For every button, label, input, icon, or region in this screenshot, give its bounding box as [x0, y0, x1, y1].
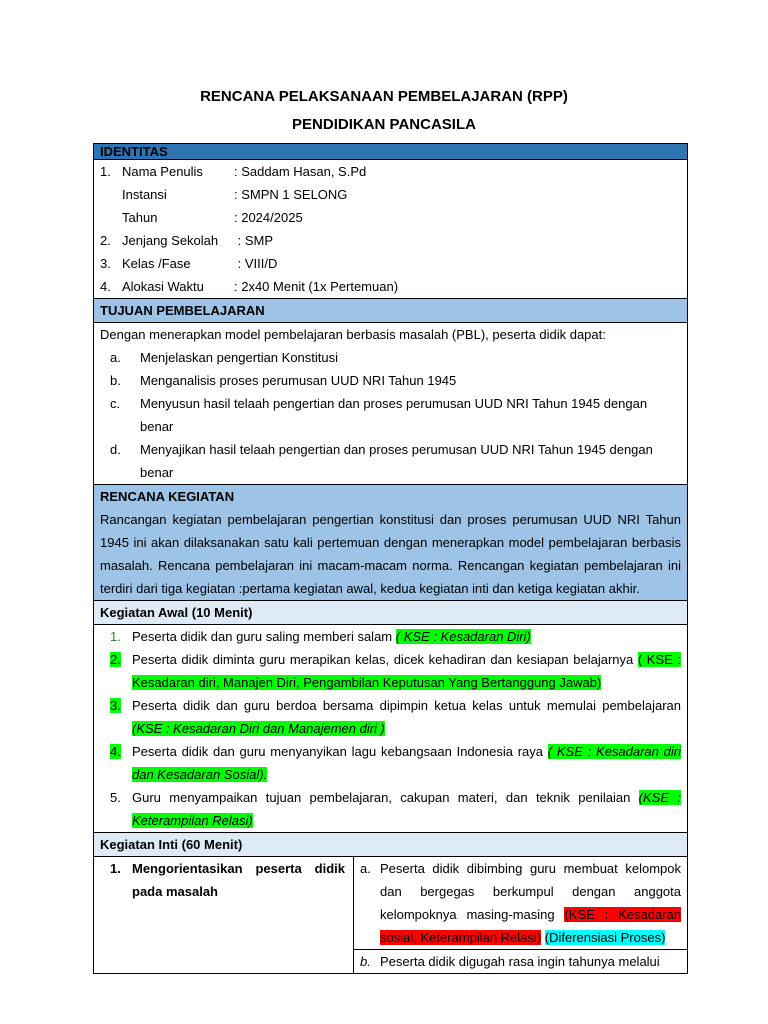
identitas-item: 4. Alokasi Waktu : 2x40 Menit (1x Pertemuan)	[100, 279, 399, 294]
identitas-item: 2. Jenjang Sekolah : SMP	[100, 233, 274, 248]
list-item: 3. Peserta didik dan guru berdoa bersama dipimpin ketua kelas untuk memulai pembelajaran (KSE : Kesadaran Diri dan Manajemen diri )	[110, 698, 681, 736]
identitas-item: 3. Kelas /Fase : VIII/D	[100, 256, 278, 271]
identitas-item: Instansi : SMPN 1 SELONG	[122, 187, 348, 202]
rpp-table	[93, 143, 688, 974]
identitas-item: Tahun : 2024/2025	[122, 210, 303, 225]
inti-header: Kegiatan Inti (60 Menit)	[94, 833, 688, 857]
rencana-header: RENCANA KEGIATAN	[100, 489, 235, 504]
list-item: c. Menyusun hasil telaah pengertian dan proses perumusan UUD NRI Tahun 1945 dengan benar	[110, 396, 648, 434]
awal-header: Kegiatan Awal (10 Menit)	[94, 601, 688, 625]
list-item: a. Peserta didik dibimbing guru membuat kelompok dan bergegas berkumpul dengan anggota kelompoknya masing-masing (KSE : Kesadaran sosial, Keterampilan Relasi) (Diferensiasi Proses)	[354, 857, 687, 950]
list-item: 4. Peserta didik dan guru menyanyikan lagu kebangsaan Indonesia raya ( KSE : Kesadaran diri dan Kesadaran Sosial).	[110, 744, 681, 782]
tujuan-body	[94, 323, 688, 485]
identitas-header: IDENTITAS	[94, 144, 688, 160]
list-item: 1. Peserta didik dan guru saling memberi salam ( KSE : Kesadaran Diri)	[110, 629, 531, 644]
awal-body	[94, 625, 688, 833]
list-item: 5. Guru menyampaikan tujuan pembelajaran, cakupan materi, dan teknik penilaian (KSE : Keterampilan Relasi)	[110, 790, 681, 828]
inti-step: 1. Mengorientasikan peserta didik pada masalah	[94, 857, 354, 974]
list-item: a. Menjelaskan pengertian Konstitusi	[110, 350, 339, 365]
inti-detail	[354, 857, 688, 974]
rencana-body: Rancangan kegiatan pembelajaran pengertian konstitusi dan proses perumusan UUD NRI Tahun 1945 ini akan dilaksanakan satu kali pertemuan dengan menerapkan model pembelajaran berbasis masalah. Rencana pembelajaran ini macam-macam norma. Rencangan kegiatan pembelajaran ini terdiri dari tiga kegiatan :pertama kegiatan awal, kedua kegiatan inti dan ketiga kegiatan akhir.	[100, 512, 681, 596]
list-item: d. Menyajikan hasil telaah pengertian dan proses perumusan UUD NRI Tahun 1945 dengan benar	[110, 442, 653, 480]
tujuan-intro: Dengan menerapkan model pembelajaran berbasis masalah (PBL), peserta didik dapat:	[100, 327, 606, 342]
identitas-body	[94, 160, 688, 299]
document-title: RENCANA PELAKSANAAN PEMBELAJARAN (RPP)	[200, 88, 568, 105]
list-item: b. Peserta didik digugah rasa ingin tahunya melalui	[360, 954, 660, 969]
list-item: 2. Peserta didik diminta guru merapikan kelas, dicek kehadiran dan kesiapan belajarnya ( KSE : Kesadaran diri, Manajen Diri, Pengambilan Keputusan Yang Bertanggung Jawab)	[110, 652, 681, 690]
identitas-item: 1. Nama Penulis : Saddam Hasan, S.Pd	[100, 164, 367, 179]
tujuan-header: TUJUAN PEMBELAJARAN	[94, 299, 688, 323]
list-item: b. Menganalisis proses perumusan UUD NRI Tahun 1945	[110, 373, 457, 388]
document-subtitle: PENDIDIKAN PANCASILA	[292, 116, 476, 133]
rencana-section	[94, 485, 688, 601]
